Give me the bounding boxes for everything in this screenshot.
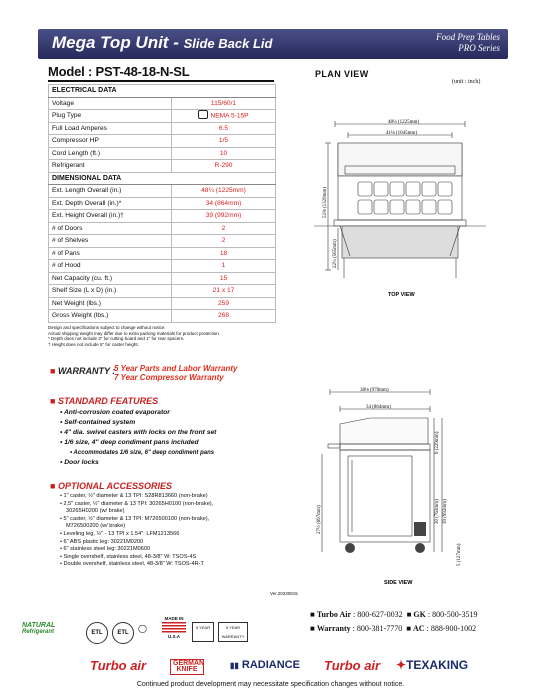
- top-view-label: TOP VIEW: [388, 292, 415, 298]
- turbo-air-logo-2: Turbo air: [324, 658, 381, 673]
- table-row: Full Load Amperes 6.5: [49, 122, 276, 135]
- list-item: • Anti-corrosion coated evaporator: [60, 409, 170, 416]
- dim-caster: 5 (127mm): [457, 543, 462, 566]
- list-item: • 5" caster, ½" diameter & 13 TPI: M726500100 (non-brake),: [60, 515, 210, 522]
- list-item: • 1/6 size, 4" deep condiment pans included: [60, 439, 199, 446]
- dim-depth2: 34 (864mm): [366, 405, 391, 410]
- table-row: Ext. Length Overall (in.) 48¼ (1225mm): [49, 185, 276, 198]
- table-row: # of Hood 1: [49, 260, 276, 273]
- dim-height: 52⅜ (1329mm): [323, 186, 328, 218]
- texaking-icon: ✦: [396, 658, 407, 672]
- spec-table: [48, 84, 276, 323]
- german-knife-logo: GERMAN KNIFE: [170, 659, 204, 675]
- year-badge: 5 YEAR: [192, 622, 214, 642]
- table-row: Plug Type NEMA 5-15P: [49, 110, 276, 123]
- brand-logos: [20, 650, 521, 680]
- warranty-badge: 5 YEAR WARRANTY: [218, 622, 248, 642]
- electrical-heading: ELECTRICAL DATA: [49, 85, 276, 98]
- unit-label: (unit : inch): [452, 79, 481, 85]
- dim-length: 48¼ (1225mm): [388, 120, 420, 125]
- dim-depth1: 38⅛ (970mm): [360, 388, 389, 393]
- turbo-air-logo: Turbo air: [90, 658, 147, 673]
- bullet-icon: ■: [50, 396, 56, 406]
- bullet-icon: ■: [50, 366, 56, 376]
- natural-refrigerant-badge: NATURAL Refrigerant: [22, 622, 56, 635]
- list-item: • 6" stainless steel leg: 30221M0600: [60, 546, 151, 553]
- list-item: • 6" ABS plastic leg: 30221M0200: [60, 538, 144, 545]
- side-view-label: SIDE VIEW: [384, 580, 413, 586]
- page-subtitle: Slide Back Lid: [183, 36, 273, 51]
- contact-row: ■ Warranty : 800-381-7770 ■ AC : 888-900-1002: [310, 624, 477, 633]
- warranty-terms: 5 Year Parts and Labor Warranty 7 Year Compressor Warranty: [114, 364, 238, 382]
- plug-icon: [198, 110, 208, 119]
- page-title: Mega Top Unit - Slide Back Lid: [52, 33, 273, 52]
- etl-sanitation-icon: ETL: [112, 622, 134, 644]
- category-label: Food Prep Tables PRO Series: [436, 32, 500, 53]
- list-item: • 2.5" caster, ½" diameter & 13 TPI: 30265H0100 (non-brake),: [60, 500, 214, 507]
- warranty-label: ■ WARRANTY :: [50, 366, 116, 376]
- list-item: 30265H0200 (w/ brake): [66, 508, 125, 515]
- model-divider: [48, 80, 274, 82]
- list-item: • Accommodates 1/6 size, 6" deep condiment pans: [70, 450, 215, 456]
- dim-top: 9 (229mm): [435, 431, 440, 454]
- dim-body: 30 (763mm): [435, 499, 440, 524]
- list-item: • Single overshelf, stainless steel, 48-3/8" W: TSOS-4S: [60, 553, 197, 560]
- dim-total: 39 (992mm): [443, 499, 448, 524]
- footer-disclaimer: Continued product development may necessitate specification changes without notice.: [136, 681, 405, 688]
- model-number: Model : PST-48-18-N-SL: [48, 64, 190, 79]
- list-item: • 1" caster, ½" diameter & 13 TPI: S28R813660 (non-brake): [60, 493, 208, 499]
- version-label: Ver.20230815: [270, 591, 298, 596]
- dim-inner: 41⅛ (1045mm): [386, 131, 418, 136]
- table-row: Refrigerant R-290: [49, 160, 276, 173]
- radiance-logo: ▮▮ RADIANCE: [230, 659, 300, 671]
- table-row: Ext. Depth Overall (in.)* 34 (864mm): [49, 197, 276, 210]
- list-item: • Leveling leg, ½" - 13 TPI x 1.54": LFM1213566: [60, 530, 180, 537]
- contact-row: ■ Turbo Air : 800-627-0032 ■ GK : 800-500-3519: [310, 610, 478, 619]
- us-flag-icon: [162, 622, 186, 633]
- list-item: • 4" dia. swivel casters with locks on the front set: [60, 429, 217, 436]
- header-banner: [38, 29, 508, 59]
- features-title: ■ STANDARD FEATURES: [50, 396, 159, 406]
- plan-view-title: PLAN VIEW: [315, 69, 369, 79]
- radiance-icon: ▮▮: [230, 661, 239, 670]
- made-in-usa-badge: MADE IN U.S.A: [162, 616, 186, 639]
- table-row: Net Capacity (cu. ft.) 15: [49, 272, 276, 285]
- dim-lower-side: 27½ (697mm): [317, 505, 322, 534]
- table-row: Voltage 115/60/1: [49, 97, 276, 110]
- table-row: Gross Weight (lbs.) 268: [49, 310, 276, 323]
- texaking-logo: ✦TEXAKING: [396, 658, 469, 672]
- list-item: • Self-contained system: [60, 419, 136, 426]
- table-row: # of Doors 2: [49, 222, 276, 235]
- bullet-icon: ■: [50, 481, 56, 491]
- side-view-drawing: [310, 384, 510, 588]
- top-view-drawing: [300, 118, 500, 298]
- list-item: • Double overshelf, stainless steel, 48-3/8" W: TSOS-4R-T: [60, 561, 204, 568]
- accessories-title: ■ OPTIONAL ACCESSORIES: [50, 481, 172, 491]
- list-item: M726500200 (w/ brake): [66, 523, 126, 530]
- table-row: Cord Length (ft.) 10: [49, 147, 276, 160]
- list-item: • Door locks: [60, 459, 99, 466]
- contact-info: [310, 608, 510, 636]
- accessories-list: [60, 493, 213, 569]
- dim-lower: 22¼ (565mm): [333, 239, 338, 268]
- table-row: # of Pans 18: [49, 247, 276, 260]
- cert-badges: [22, 610, 307, 644]
- table-row: # of Shelves 2: [49, 235, 276, 248]
- dimensional-heading: DIMENSIONAL DATA: [49, 172, 276, 185]
- table-row: Compressor HP 1/5: [49, 135, 276, 148]
- cert-icon: ◯: [138, 624, 147, 633]
- table-row: Ext. Height Overall (in.)† 39 (992mm): [49, 210, 276, 223]
- etl-icon: ETL: [86, 622, 108, 644]
- table-row: Shelf Size (L x D) (in.) 21 x 17: [49, 285, 276, 298]
- table-row: Net Weight (lbs.) 259: [49, 297, 276, 310]
- features-list: [60, 408, 216, 468]
- spec-notes: Design and specifications subject to change without notice. Actual shipping weight may differ due to extra packing materials for product protection. * Depth does not include 3" for cutting board and 1" for rear spacers. † Height does not include 5" for caster height.: [48, 325, 221, 347]
